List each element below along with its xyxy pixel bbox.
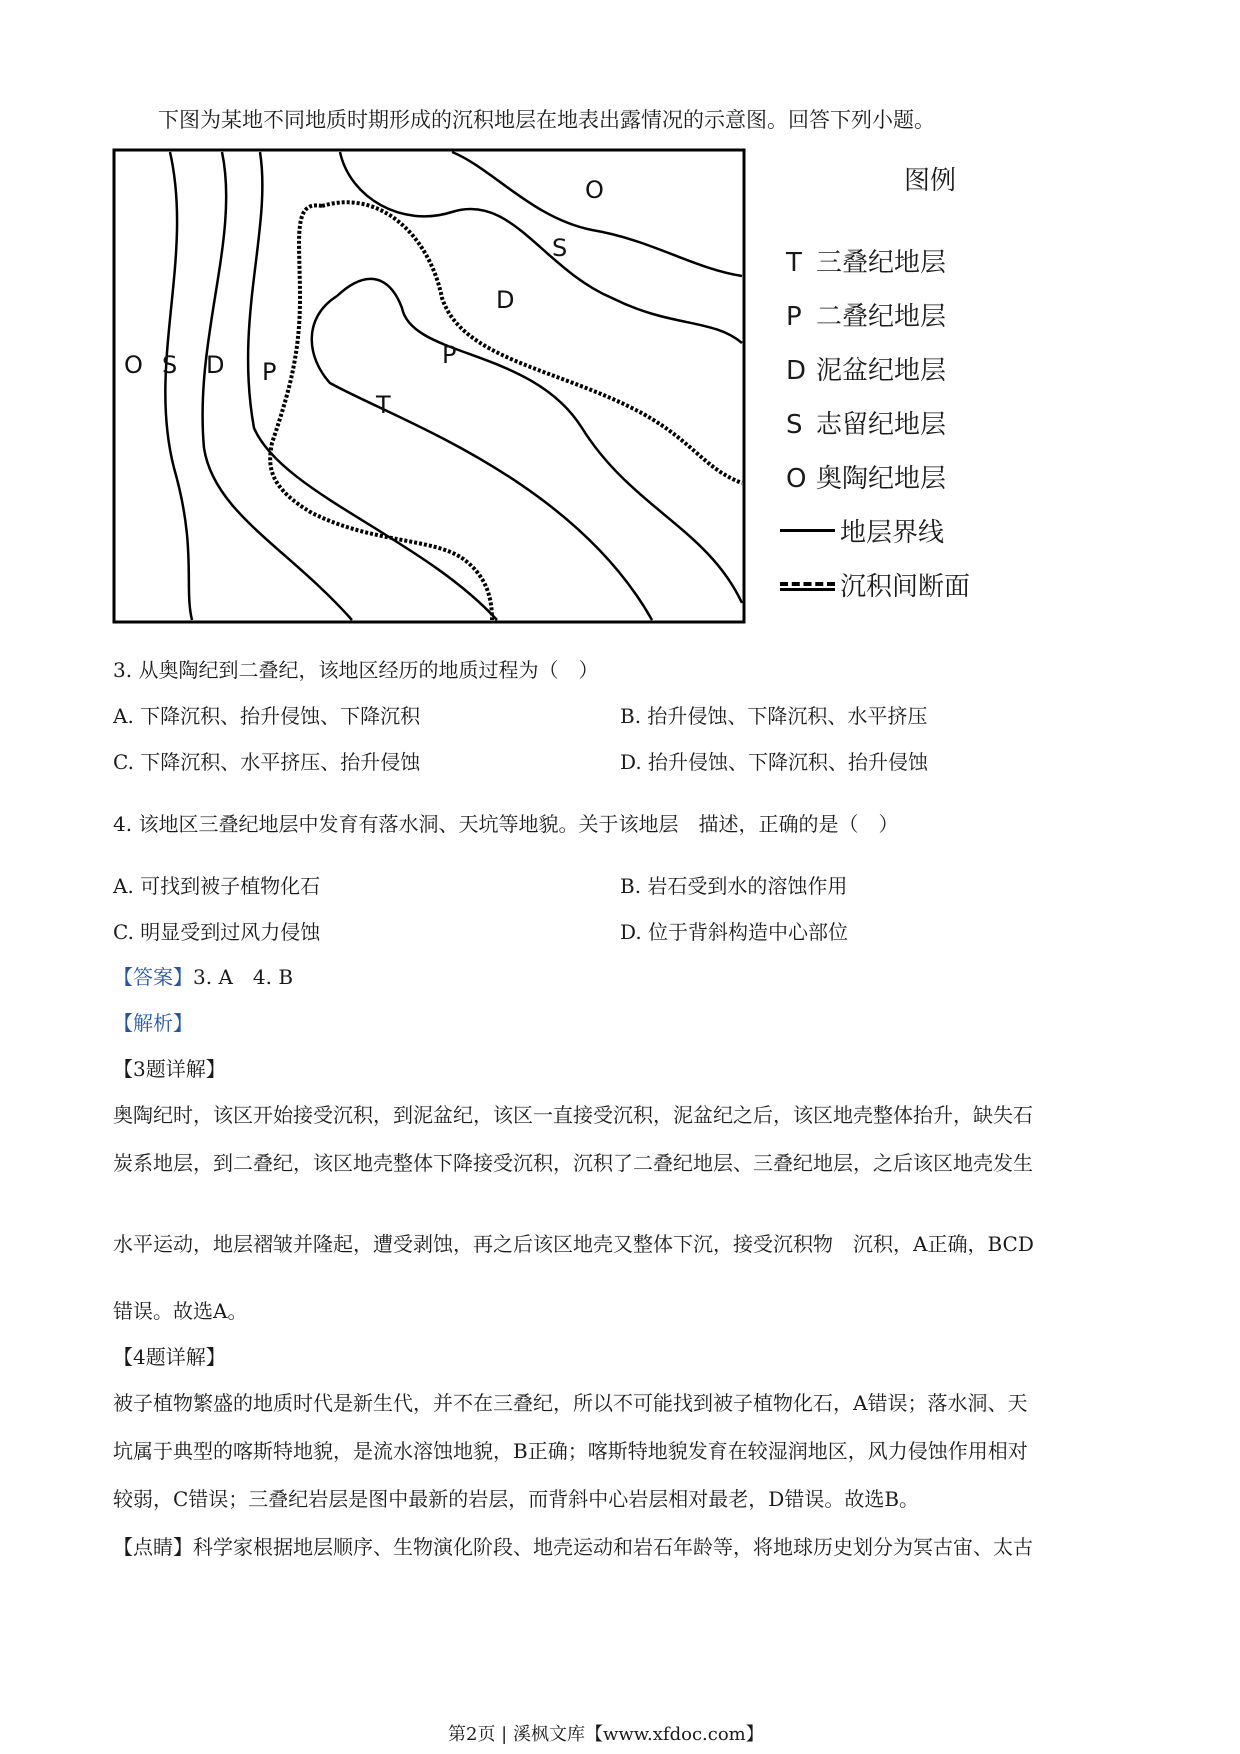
detail-3-line-4: 错误。故选A。 [113, 1299, 248, 1323]
map-label-d-east: D [496, 286, 515, 314]
detail-4-line-3: 较弱，C错误；三叠纪岩层是图中最新的岩层，而背斜中心岩层相对最老，D错误。故选B。 [113, 1487, 920, 1511]
question-4-stem: 4. 该地区三叠纪地层中发育有落水洞、天坑等地貌。关于该地层 描述，正确的是（ ） [113, 812, 899, 836]
tip-line [113, 1531, 1033, 1560]
map-label-t: T [376, 391, 391, 419]
detail-3-line-3: 水平运动，地层褶皱并隆起，遭受剥蚀，再之后该区地壳又整体下沉，接受沉积物 沉积，A正确，BCD [113, 1232, 1034, 1256]
detail-4-title: 【4题详解】 [113, 1345, 226, 1369]
answer-tag: 【答案】 [113, 965, 193, 989]
detail-4-line-2: 坑属于典型的喀斯特地貌，是流水溶蚀地貌，B正确；喀斯特地貌发育在较湿润地区，风力侵蚀作用相对 [113, 1439, 1028, 1463]
map-label-s-east: S [552, 234, 568, 262]
map-label-s-west: S [162, 351, 178, 379]
answer-line [113, 961, 293, 990]
legend-boundary-label: 地层界线 [840, 518, 945, 548]
question-3-option-a: A. 下降沉积、抬升侵蚀、下降沉积 [113, 704, 421, 728]
question-3-option-b: B. 抬升侵蚀、下降沉积、水平挤压 [620, 704, 928, 728]
legend-item-p: P 二叠纪地层 [786, 302, 947, 332]
detail-3-title: 【3题详解】 [113, 1057, 226, 1081]
geology-map [112, 148, 752, 628]
legend-item-d: D 泥盆纪地层 [786, 356, 947, 386]
question-4-option-c: C. 明显受到过风力侵蚀 [113, 920, 321, 944]
geology-map-svg [112, 148, 752, 628]
legend-title: 图例 [904, 166, 957, 196]
legend-item-t: T 三叠纪地层 [786, 248, 947, 278]
question-3-stem: 3. 从奥陶纪到二叠纪，该地区经历的地质过程为（ ） [113, 658, 599, 682]
analysis-tag: 【解析】 [113, 1011, 193, 1035]
legend-boundary-line-symbol [780, 529, 835, 532]
question-3-option-c: C. 下降沉积、水平挤压、抬升侵蚀 [113, 750, 421, 774]
map-label-o-east: O [585, 176, 604, 204]
question-4-option-a: A. 可找到被子植物化石 [113, 874, 321, 898]
answer-text: 3. A 4. B [193, 965, 294, 989]
map-frame [114, 150, 744, 622]
page-footer: 第2页 | 溪枫文库【www.xfdoc.com】 [448, 1724, 764, 1745]
question-4-option-d: D. 位于背斜构造中心部位 [620, 920, 849, 944]
detail-3-line-2: 炭系地层，到二叠纪，该区地壳整体下降接受沉积，沉积了二叠纪地层、三叠纪地层，之后该区地壳发生 [113, 1151, 1033, 1175]
intro-text: 下图为某地不同地质时期形成的沉积地层在地表出露情况的示意图。回答下列小题。 [158, 108, 935, 132]
legend-item-o: O 奥陶纪地层 [786, 464, 947, 494]
map-label-p-west: P [262, 358, 277, 386]
tip-tag: 【点睛】 [113, 1535, 193, 1559]
detail-3-line-1: 奥陶纪时，该区开始接受沉积，到泥盆纪，该区一直接受沉积，泥盆纪之后，该区地壳整体抬升，缺失石 [113, 1103, 1033, 1127]
map-label-d-west: D [206, 351, 225, 379]
tip-text: 科学家根据地层顺序、生物演化阶段、地壳运动和岩石年龄等，将地球历史划分为冥古宙、太古 [193, 1535, 1033, 1559]
legend-unconformity-symbol [780, 582, 835, 591]
question-4-option-b: B. 岩石受到水的溶蚀作用 [620, 874, 848, 898]
map-label-o-west: O [124, 351, 143, 379]
detail-4-line-1: 被子植物繁盛的地质时代是新生代，并不在三叠纪，所以不可能找到被子植物化石，A错误；落水洞、天 [113, 1391, 1028, 1415]
map-label-p-east: P [442, 341, 457, 369]
legend-unconformity-label: 沉积间断面 [840, 572, 971, 602]
question-3-option-d: D. 抬升侵蚀、下降沉积、抬升侵蚀 [620, 750, 929, 774]
legend-item-s: S 志留纪地层 [786, 410, 947, 440]
